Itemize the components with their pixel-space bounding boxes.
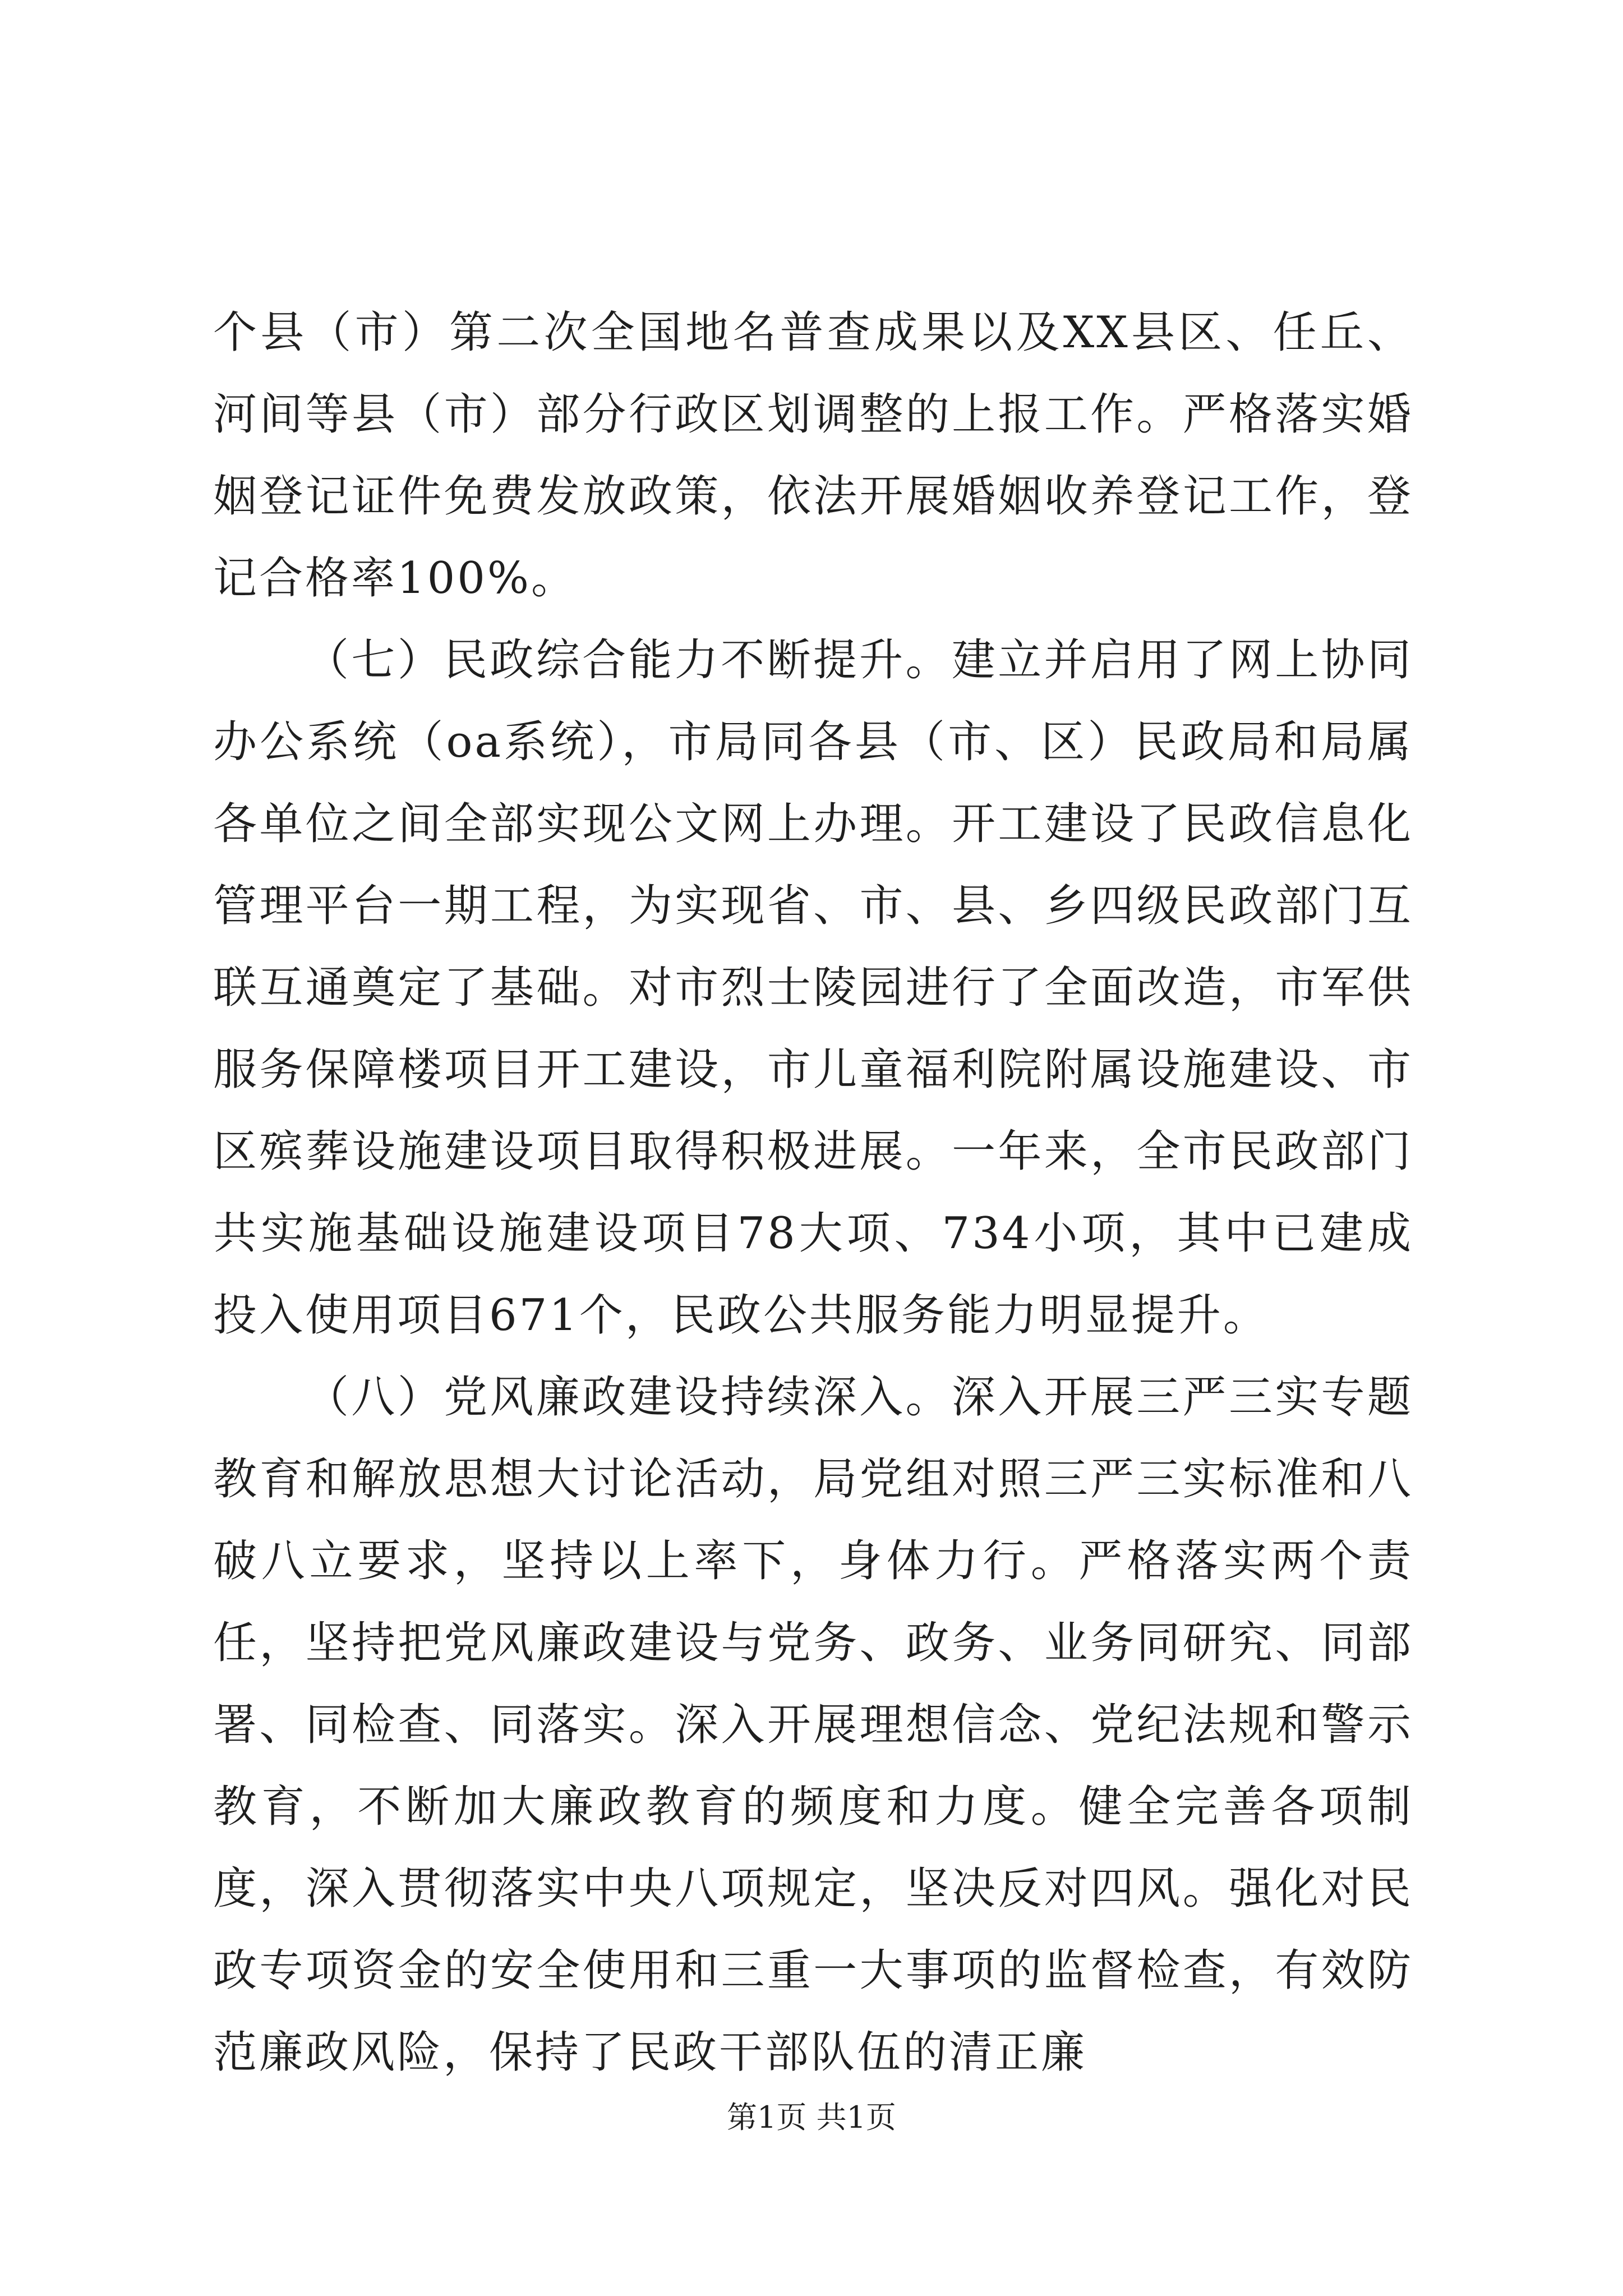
paragraph-continuation: 个县（市）第二次全国地名普查成果以及XX县区、任丘、河间等县（市）部分行政区划调整的上报工作。严格落实婚姻登记证件免费发放政策，依法开展婚姻收养登记工作，登记合格率100%。 <box>213 307 1413 604</box>
paragraph-section-8: （八）党风廉政建设持续深入。深入开展三严三实专题教育和解放思想大讨论活动，局党组对照三严三实标准和八破八立要求，坚持以上率下，身体力行。严格落实两个责任，坚持把党风廉政建设与党务、政务、业务同研究、同部署、同检查、同落实。深入开展理想信念、党纪法规和警示教育，不断加大廉政教育的频度和力度。健全完善各项制度，深入贯彻落实中央八项规定，坚决反对四风。强化对民政专项资金的安全使用和三重一大事项的监督检查，有效防范廉政风险，保持了民政干部队伍的清正廉 <box>213 1372 1413 2078</box>
page-number-label: 第1页 共1页 <box>727 2100 896 2135</box>
paragraph-section-7: （七）民政综合能力不断提升。建立并启用了网上协同办公系统（oa系统），市局同各县（市、区）民政局和局属各单位之间全部实现公文网上办理。开工建设了民政信息化管理平台一期工程，为实现省、市、县、乡四级民政部门互联互通奠定了基础。对市烈士陵园进行了全面改造，市军供服务保障楼项目开工建设，市儿童福利院附属设施建设、市区殡葬设施建设项目取得积极进展。一年来，全市民政部门共实施基础设施建设项目78大项、734小项，其中已建成投入使用项目671个，民政公共服务能力明显提升。 <box>213 635 1413 1341</box>
document-body <box>213 292 1413 2093</box>
page-footer <box>0 2098 1623 2137</box>
